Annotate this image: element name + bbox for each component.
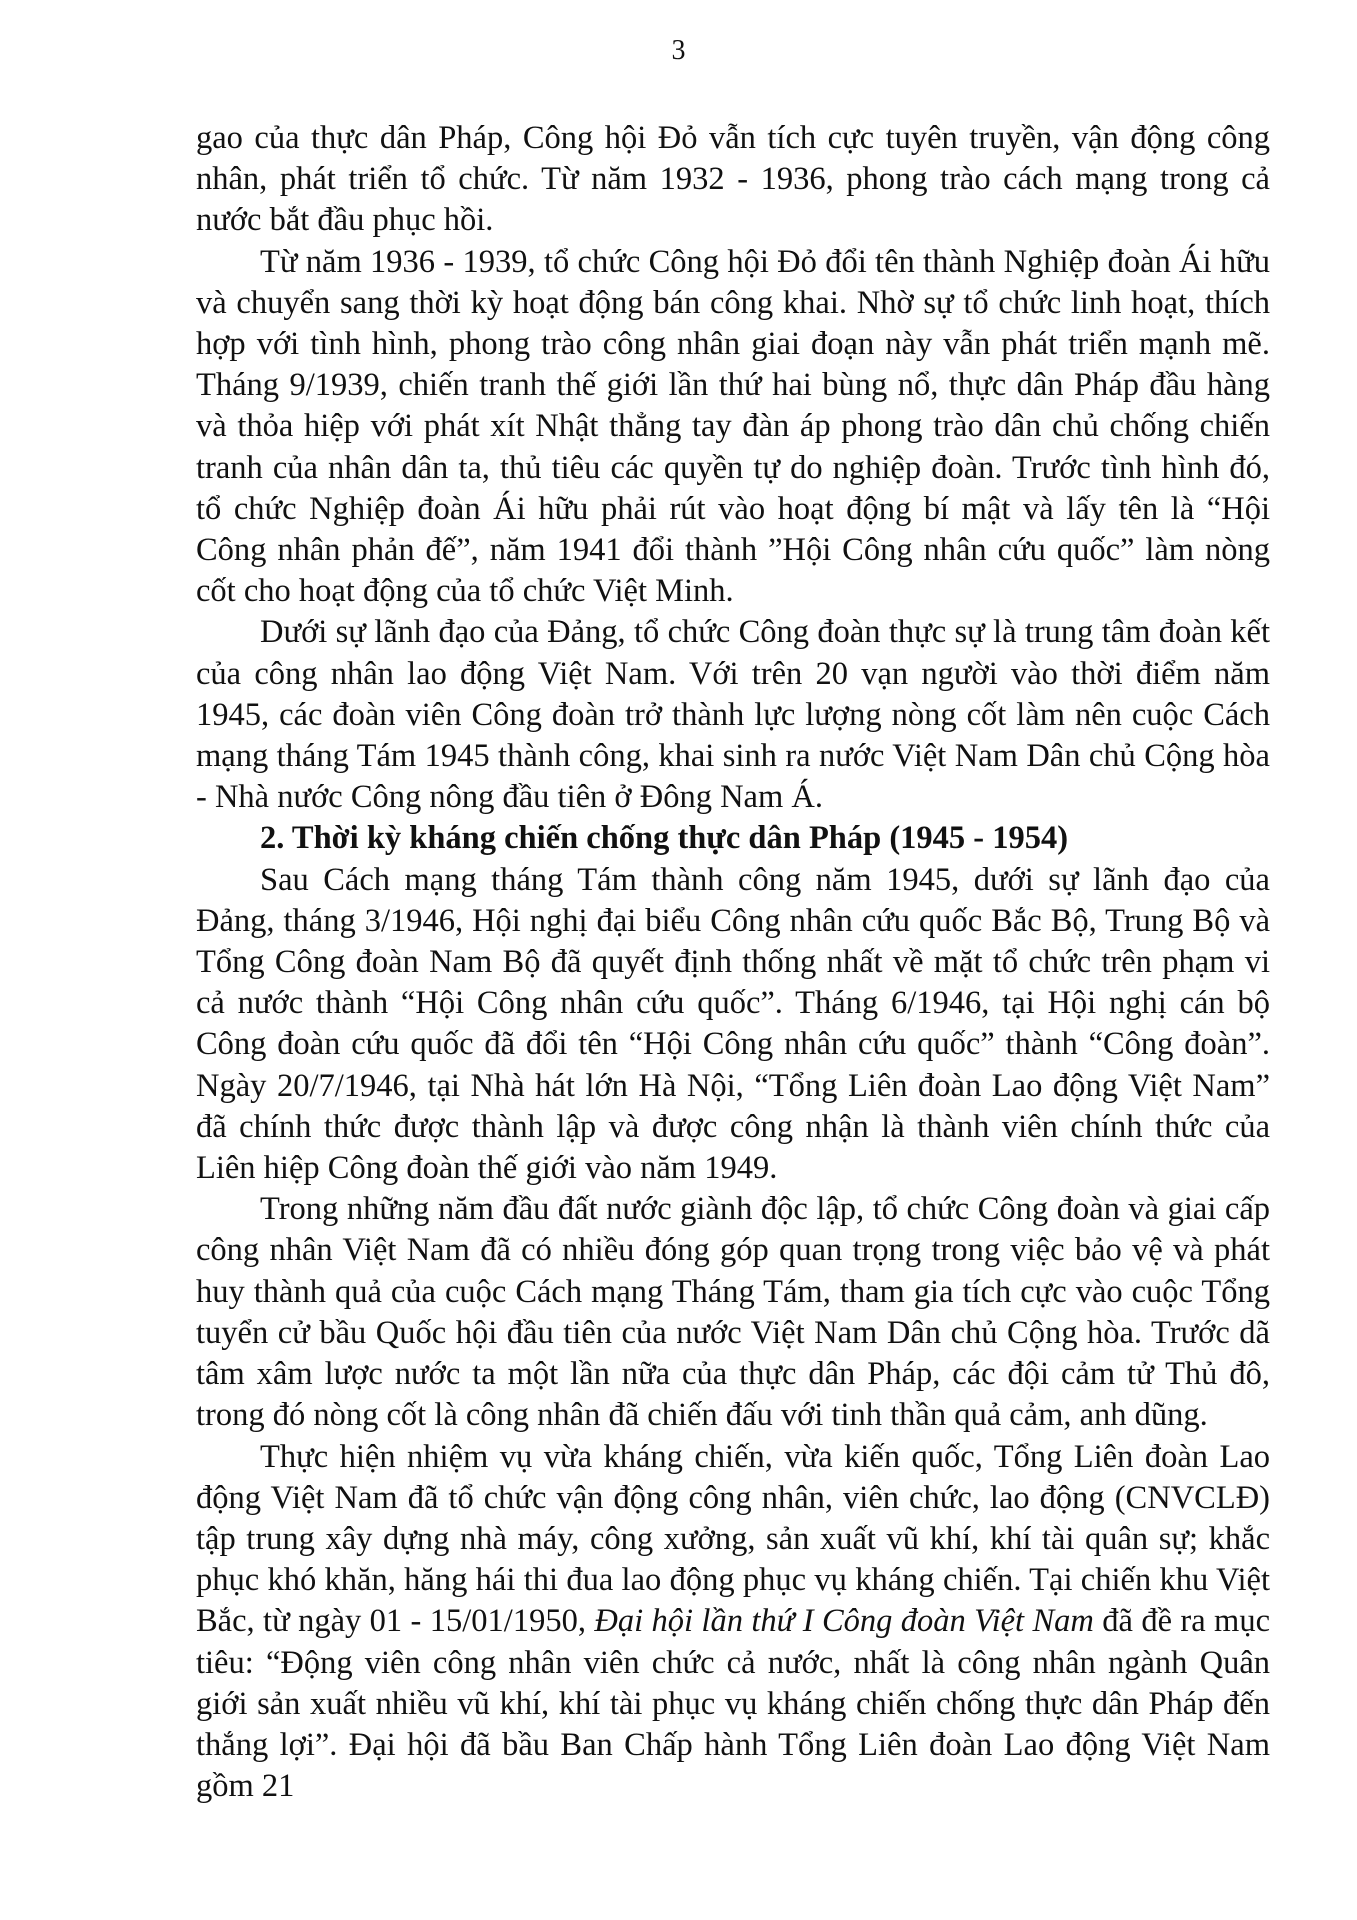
paragraph-5: Trong những năm đầu đất nước giành độc lập, tổ chức Công đoàn và giai cấp công nhân Việt Nam đã có nhiều đóng góp quan trọng trong việc bảo vệ và phát huy thành quả của cuộc Cách mạng Tháng Tám, tham gia tích cực vào cuộc Tổng tuyển cử bầu Quốc hội đầu tiên của nước Việt Nam Dân chủ Cộng hòa. Trước dã tâm xâm lược nước ta một lần nữa của thực dân Pháp, các đội cảm tử Thủ đô, trong đó nòng cốt là công nhân đã chiến đấu với tinh thần quả cảm, anh dũng. — [196, 1191, 1270, 1434]
paragraph-2: Từ năm 1936 - 1939, tổ chức Công hội Đỏ đổi tên thành Nghiệp đoàn Ái hữu và chuyển sang thời kỳ hoạt động bán công khai. Nhờ sự tổ chức linh hoạt, thích hợp với tình hình, phong trào công nhân giai đoạn này vẫn phát triển mạnh mẽ. Tháng 9/1939, chiến tranh thế giới lần thứ hai bùng nổ, thực dân Pháp đầu hàng và thỏa hiệp với phát xít Nhật thẳng tay đàn áp phong trào dân chủ chống chiến tranh của nhân dân ta, thủ tiêu các quyền tự do nghiệp đoàn. Trước tình hình đó, tổ chức Nghiệp đoàn Ái hữu phải rút vào hoạt động bí mật và lấy tên là “Hội Công nhân phản đế”, năm 1941 đổi thành ”Hội Công nhân cứu quốc” làm nòng cốt cho hoạt động của tổ chức Việt Minh. — [196, 243, 1270, 610]
paragraph-6 — [196, 1437, 1270, 1808]
paragraph-6-text-before: Thực hiện nhiệm vụ vừa kháng chiến, vừa kiến quốc, Tổng Liên đoàn Lao động Việt Nam đã tổ chức vận động công nhân, viên chức, lao động (CNVCLĐ) tập trung xây dựng nhà máy, công xưởng, sản xuất vũ khí, khí tài quân sự; khắc phục khó khăn, hăng hái thi đua lao động phục vụ kháng chiến. Tại chiến khu Việt Bắc, từ ngày 01 - 15/01/1950, — [196, 1438, 1270, 1640]
document-body — [196, 118, 1270, 1807]
paragraph-1: gao của thực dân Pháp, Công hội Đỏ vẫn tích cực tuyên truyền, vận động công nhân, phát triển tổ chức. Từ năm 1932 - 1936, phong trào cách mạng trong cả nước bắt đầu phục hồi. — [196, 120, 1270, 239]
paragraph-3: Dưới sự lãnh đạo của Đảng, tổ chức Công đoàn thực sự là trung tâm đoàn kết của công nhân lao động Việt Nam. Với trên 20 vạn người vào thời điểm năm 1945, các đoàn viên Công đoàn trở thành lực lượng nòng cốt làm nên cuộc Cách mạng tháng Tám 1945 thành công, khai sinh ra nước Việt Nam Dân chủ Cộng hòa - Nhà nước Công nông đầu tiên ở Đông Nam Á. — [196, 614, 1270, 816]
paragraph-6-text-after: đã đề ra mục tiêu: “Động viên công nhân viên chức cả nước, nhất là công nhân ngành Quân giới sản xuất nhiều vũ khí, khí tài phục vụ kháng chiến chống thực dân Pháp đến thắng lợi”. Đại hội đã bầu Ban Chấp hành Tổng Liên đoàn Lao động Việt Nam gồm 21 — [196, 1603, 1270, 1805]
section-heading: 2. Thời kỳ kháng chiến chống thực dân Pháp (1945 - 1954) — [260, 820, 1069, 857]
paragraph-6-italic-title: Đại hội lần thứ I Công đoàn Việt Nam — [594, 1603, 1094, 1640]
paragraph-4: Sau Cách mạng tháng Tám thành công năm 1945, dưới sự lãnh đạo của Đảng, tháng 3/1946, Hội nghị đại biểu Công nhân cứu quốc Bắc Bộ, Trung Bộ và Tổng Công đoàn Nam Bộ đã quyết định thống nhất về mặt tổ chức trên phạm vi cả nước thành “Hội Công nhân cứu quốc”. Tháng 6/1946, tại Hội nghị cán bộ Công đoàn cứu quốc đã đổi tên “Hội Công nhân cứu quốc” thành “Công đoàn”. Ngày 20/7/1946, tại Nhà hát lớn Hà Nội, “Tổng Liên đoàn Lao động Việt Nam” đã chính thức được thành lập và được công nhận là thành viên chính thức của Liên hiệp Công đoàn thế giới vào năm 1949. — [196, 861, 1270, 1187]
page-number: 3 — [671, 35, 686, 66]
